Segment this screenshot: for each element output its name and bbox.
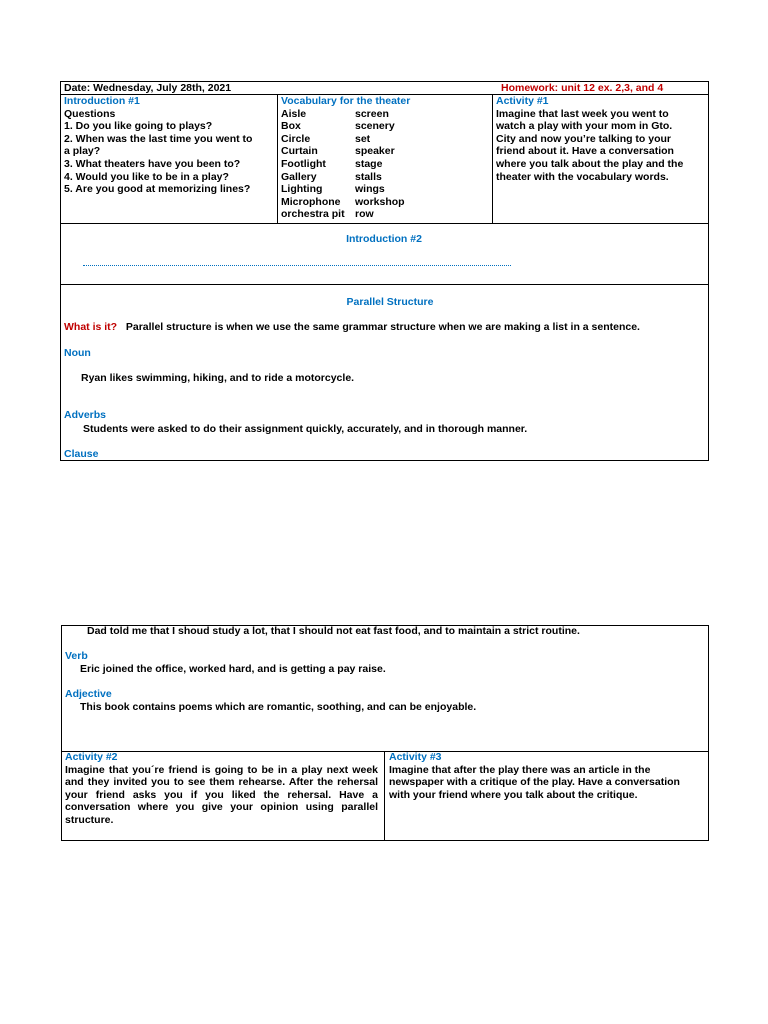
activity-2-title: Activity #2 <box>65 751 118 763</box>
vocab-word: Aisle <box>281 107 307 120</box>
what-is-it-label: What is it? <box>64 321 118 333</box>
question-line: a play? <box>64 145 101 158</box>
activity-1-line: where you talk about the play and the <box>496 157 684 170</box>
activity-1-line: theater with the vocabulary words. <box>496 170 669 183</box>
homework-header: Homework: unit 12 ex. 2,3, and 4 <box>501 82 664 94</box>
row-divider <box>61 284 708 285</box>
vocabulary-cell <box>281 95 487 221</box>
question-line: 1. Do you like going to plays? <box>64 120 213 133</box>
vocab-word: Gallery <box>281 170 317 183</box>
question-line: 3. What theaters have you been to? <box>64 157 241 170</box>
adjective-example: This book contains poems which are romantic, soothing, and can be enjoyable. <box>80 701 477 713</box>
date-header: Date: Wednesday, July 28th, 2021 <box>64 82 232 94</box>
vocab-word: Curtain <box>281 145 318 158</box>
vocab-word: wings <box>355 183 385 196</box>
vocab-word: Box <box>281 120 301 133</box>
adverbs-example: Students were asked to do their assignment quickly, accurately, and in thorough manner. <box>83 423 528 435</box>
activity-3-cell <box>389 751 707 801</box>
noun-example: Ryan likes swimming, hiking, and to ride a motorcycle. <box>81 372 355 384</box>
vocabulary-title: Vocabulary for the theater <box>281 95 411 107</box>
vocab-word: stalls <box>355 170 382 183</box>
vocab-row <box>281 208 487 221</box>
introduction-1-title: Introduction #1 <box>64 95 140 107</box>
question-line: 5. Are you good at memorizing lines? <box>64 183 251 196</box>
parallel-structure-title: Parallel Structure <box>346 296 434 308</box>
vocab-word: set <box>355 132 371 145</box>
vocab-row <box>281 158 487 171</box>
definition-line <box>64 321 640 334</box>
activity-3-line: with your friend where you talk about the critique. <box>389 788 638 801</box>
vocab-row <box>281 171 487 184</box>
vocab-row <box>281 120 487 133</box>
vocab-word: Footlight <box>281 157 326 170</box>
activity-2-text: Imagine that you´re friend is going to be in a play next week and they invited you to see them rehearse. After the rehersal your friend asks you if you liked the rehersal. Have a conversation where you give your opinion using parallel structure. <box>65 763 378 826</box>
noun-heading: Noun <box>64 347 91 359</box>
vocab-word: Lighting <box>281 183 323 196</box>
vocab-word: scenery <box>355 120 395 133</box>
vocab-word: orchestra pit <box>281 208 345 221</box>
vocab-word: workshop <box>355 195 405 208</box>
activity-1-line: City and now you’re talking to your <box>496 132 672 145</box>
activity-1-line: watch a play with your mom in Gto. <box>496 120 673 133</box>
activity-3-line: Imagine that after the play there was an article in the <box>389 763 651 776</box>
vocab-word: Microphone <box>281 195 341 208</box>
activity-3-line: newspaper with a critique of the play. Have a conversation <box>389 776 680 789</box>
column-divider <box>277 94 278 223</box>
introduction-1-cell <box>64 95 272 196</box>
activity-1-cell <box>496 95 706 183</box>
vocab-row <box>281 108 487 121</box>
vocab-row <box>281 145 487 158</box>
question-line: 2. When was the last time you went to <box>64 132 253 145</box>
adjective-heading: Adjective <box>65 688 112 700</box>
vocab-word: stage <box>355 157 383 170</box>
column-divider <box>384 751 385 840</box>
vocab-word: Circle <box>281 132 311 145</box>
question-line: 4. Would you like to be in a play? <box>64 170 229 183</box>
adverbs-heading: Adverbs <box>64 409 107 421</box>
vocab-word: screen <box>355 107 389 120</box>
dotted-line <box>83 265 511 266</box>
activity-1-title: Activity #1 <box>496 95 549 107</box>
question-line: Questions <box>64 107 116 120</box>
vocab-word: row <box>355 208 374 221</box>
activity-2-cell <box>65 751 378 827</box>
vocab-row <box>281 133 487 146</box>
verb-heading: Verb <box>65 650 88 662</box>
vocab-row <box>281 183 487 196</box>
activity-3-title: Activity #3 <box>389 751 442 763</box>
activity-1-line: Imagine that last week you went to <box>496 107 669 120</box>
verb-example: Eric joined the office, worked hard, and is getting a pay raise. <box>80 663 386 675</box>
clause-heading: Clause <box>64 448 99 460</box>
column-divider <box>492 94 493 223</box>
introduction-2-title: Introduction #2 <box>346 233 422 245</box>
row-divider <box>61 223 708 224</box>
vocab-row <box>281 196 487 209</box>
definition-text: Parallel structure is when we use the same grammar structure when we are making a list in a sentence. <box>125 321 640 333</box>
clause-example: Dad told me that I shoud study a lot, that I should not eat fast food, and to maintain a strict routine. <box>87 625 580 637</box>
vocab-word: speaker <box>355 145 395 158</box>
activity-1-line: friend about it. Have a conversation <box>496 145 674 158</box>
